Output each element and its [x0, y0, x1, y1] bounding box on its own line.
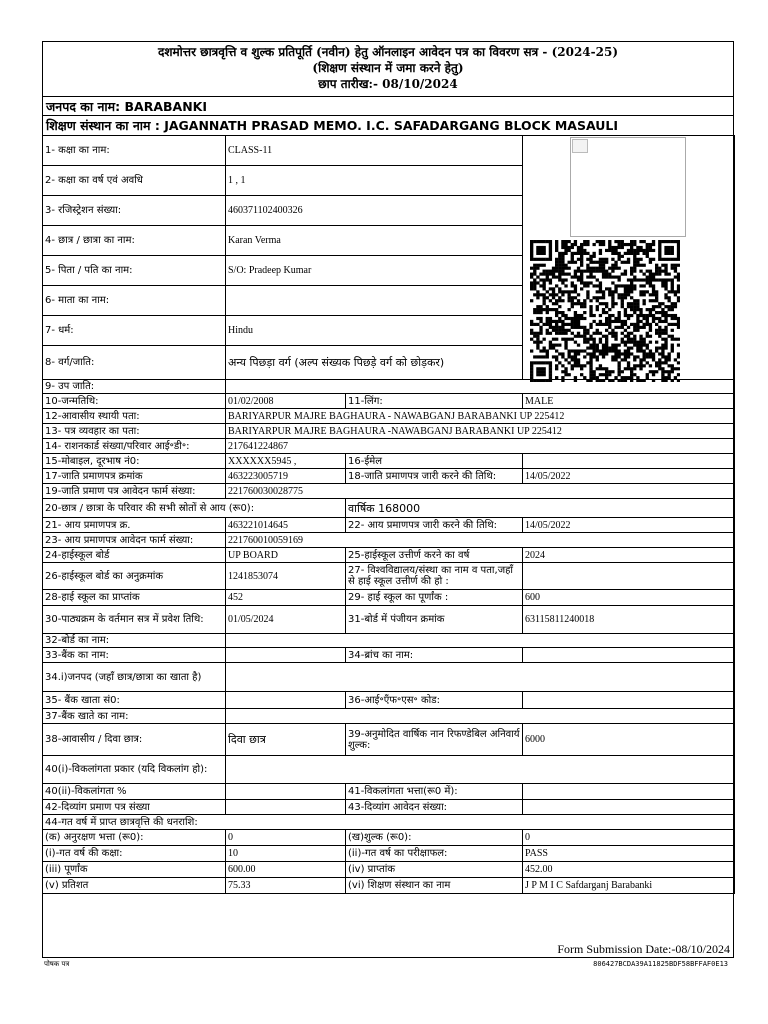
- label-dob: 10-जन्मतिथि:: [43, 394, 226, 409]
- label-hs-board: 24-हाईस्कूल बोर्ड: [43, 548, 226, 563]
- label-fee: (ख)शुल्क (रू0):: [346, 830, 523, 846]
- label-student-name: 4- छात्र / छात्रा का नाम:: [43, 226, 226, 256]
- district-name: जनपद का नाम: BARABANKI: [46, 99, 207, 114]
- label-account-holder: 37-बैंक खाते का नाम:: [43, 709, 226, 724]
- value-hs-max-marks: 600: [523, 590, 735, 606]
- label-family-income: 20-छात्र / छात्रा के परिवार की सभी स्रोतों से आय (रू0):: [43, 499, 346, 518]
- label-max-marks: (iii) पूर्णांक: [43, 862, 226, 878]
- label-mobile: 15-मोबाइल, दूरभाष नं0:: [43, 454, 226, 469]
- label-caste-form-no: 19-जाति प्रमाण पत्र आवेदन फार्म संख्या:: [43, 484, 226, 499]
- value-fee: 0: [523, 830, 735, 846]
- label-income-cert-no: 21- आय प्रमाणपत्र क्र.: [43, 518, 226, 533]
- value-student-name: Karan Verma: [226, 226, 523, 256]
- value-disability-type: [226, 756, 735, 784]
- value-bank-name: [226, 648, 346, 663]
- label-branch-name: 34-ब्रांच का नाम:: [346, 648, 523, 663]
- label-previous-result: (ii)-गत वर्ष का परीक्षाफल:: [346, 846, 523, 862]
- value-account-holder: [226, 709, 735, 724]
- form-submission-date: Form Submission Date:-08/10/2024: [557, 942, 730, 956]
- value-institution-name: J P M I C Safdarganj Barabanki: [523, 878, 735, 894]
- value-percentage: 75.33: [226, 878, 346, 894]
- label-percentage: (v) प्रतिशत: [43, 878, 226, 894]
- broken-image-icon: [572, 139, 588, 153]
- label-class-year: 2- कक्षा का वर्ष एवं अवधि: [43, 166, 226, 196]
- label-hs-max-marks: 29- हाई स्कूल का पूर्णांक :: [346, 590, 523, 606]
- label-gender: 11-लिंग:: [346, 394, 523, 409]
- value-nonrefundable-fee: 6000: [523, 724, 735, 756]
- label-account-district: 34.i)जनपद (जहाँ छात्र/छात्रा का खाता है): [43, 663, 226, 692]
- value-mother-name: [226, 286, 523, 316]
- value-previous-result: PASS: [523, 846, 735, 862]
- value-category: अन्य पिछड़ा वर्ग (अल्प संख्यक पिछड़े वर्ग को छोड़कर): [226, 346, 523, 380]
- value-dob: 01/02/2008: [226, 394, 346, 409]
- label-hs-marks-obtained: 28-हाई स्कूल का प्राप्तांक: [43, 590, 226, 606]
- label-caste-cert-no: 17-जाति प्रमाणपत्र क्रमांक: [43, 469, 226, 484]
- value-email: [523, 454, 735, 469]
- label-account-no: 35- बैंक खाता सं0:: [43, 692, 226, 709]
- value-account-no: [226, 692, 346, 709]
- label-ration-card: 14- राशनकार्ड संख्या/परिवार आई॰डी॰:: [43, 439, 226, 454]
- value-ration-card: 217641224867: [226, 439, 735, 454]
- label-sub-caste: 9- उप जाति:: [43, 380, 226, 394]
- label-disability-type: 40(i)-विकलांगता प्रकार (यदि विकलांग हो):: [43, 756, 226, 784]
- value-family-income: वार्षिक 168000: [346, 499, 735, 518]
- label-resident-type: 38-आवासीय / दिवा छात्र:: [43, 724, 226, 756]
- label-admission-date: 30-पाठ्यक्रम के वर्तमान सत्र में प्रवेश तिथि:: [43, 606, 226, 634]
- value-maintenance-allowance: 0: [226, 830, 346, 846]
- print-date: छाप तारीख:- 08/10/2024: [318, 77, 458, 91]
- value-marks-obtained: 452.00: [523, 862, 735, 878]
- label-hs-roll-no: 26-हाईस्कूल बोर्ड का अनुक्रमांक: [43, 563, 226, 590]
- value-income-cert-no: 463221014645: [226, 518, 346, 533]
- label-ifsc: 36-आई॰एँफ॰एस॰ कोड:: [346, 692, 523, 709]
- label-previous-class: (i)-गत वर्ष की कक्षा:: [43, 846, 226, 862]
- label-registration: 3- रजिस्ट्रेशन संख्या:: [43, 196, 226, 226]
- label-hs-institution: 27- विश्वविद्यालय/संस्था का नाम व पता,जहाँ से हाई स्कूल उत्तीर्ण की हो :: [346, 563, 523, 590]
- label-hs-pass-year: 25-हाईस्कूल उत्तीर्ण करने का वर्ष: [346, 548, 523, 563]
- label-disability-cert-no: 42-दिव्यांग प्रमाण पत्र संख्या: [43, 800, 226, 815]
- value-hs-board: UP BOARD: [226, 548, 346, 563]
- label-marks-obtained: (iv) प्राप्तांक: [346, 862, 523, 878]
- footer-code: 806427BCDA39A11825BDF58BFFAF0E13: [593, 960, 728, 968]
- label-disability-percent: 40(ii)-विकलांगता %: [43, 784, 226, 800]
- qr-code: [530, 240, 680, 382]
- value-branch-name: [523, 648, 735, 663]
- label-previous-scholarship: 44-गत वर्ष में प्राप्त छात्रवृत्ति की धनराशि:: [43, 815, 735, 830]
- value-class-year: 1 , 1: [226, 166, 523, 196]
- value-caste-form-no: 221760030028775: [226, 484, 735, 499]
- value-previous-class: 10: [226, 846, 346, 862]
- label-disability-application-no: 43-दिव्यांग आवेदन संख्या:: [346, 800, 523, 815]
- form-title: दशमोत्तर छात्रवृत्ति व शुल्क प्रतिपूर्ति (नवीन) हेतु ऑनलाइन आवेदन पत्र का विवरण सत्र - (2024-25): [157, 45, 619, 59]
- value-board-registration: 63115811240018: [523, 606, 735, 634]
- value-disability-allowance: [523, 784, 735, 800]
- label-category: 8- वर्ग/जाति:: [43, 346, 226, 380]
- value-ifsc: [523, 692, 735, 709]
- label-caste-cert-date: 18-जाति प्रमाणपत्र जारी करने की तिथि:: [346, 469, 523, 484]
- student-photo: [570, 137, 686, 237]
- label-religion: 7- धर्म:: [43, 316, 226, 346]
- label-income-cert-date: 22- आय प्रमाणपत्र जारी करने की तिथि:: [346, 518, 523, 533]
- value-max-marks: 600.00: [226, 862, 346, 878]
- value-correspondence-address: BARIYARPUR MAJRE BAGHAURA -NAWABGANJ BARABANKI UP 225412: [226, 424, 735, 439]
- label-disability-allowance: 41-विकलांगता भत्ता(रू0 में):: [346, 784, 523, 800]
- value-board-name: [226, 634, 735, 648]
- value-income-form-no: 221760010059169: [226, 533, 735, 548]
- footer-note: पोषक पत्र: [44, 960, 70, 968]
- value-class: CLASS-11: [226, 136, 523, 166]
- label-maintenance-allowance: (क) अनुरक्षण भत्ता (रू0):: [43, 830, 226, 846]
- label-nonrefundable-fee: 39-अनुमोदित वार्षिक नान रिफण्डेबिल अनिवार्य शुल्क:: [346, 724, 523, 756]
- value-hs-pass-year: 2024: [523, 548, 735, 563]
- form-subtitle: (शिक्षण संस्थान में जमा करने हेतु): [312, 61, 464, 75]
- label-class: 1- कक्षा का नाम:: [43, 136, 226, 166]
- label-correspondence-address: 13- पत्र व्यवहार का पता:: [43, 424, 226, 439]
- value-admission-date: 01/05/2024: [226, 606, 346, 634]
- label-father-name: 5- पिता / पति का नाम:: [43, 256, 226, 286]
- label-permanent-address: 12-आवासीय स्थायी पता:: [43, 409, 226, 424]
- value-hs-marks-obtained: 452: [226, 590, 346, 606]
- value-mobile: XXXXXX5945 ,: [226, 454, 346, 469]
- institution-name: शिक्षण संस्थान का नाम : JAGANNATH PRASAD MEMO. I.C. SAFADARGANG BLOCK MASAULI: [46, 118, 619, 133]
- label-bank-name: 33-बैंक का नाम:: [43, 648, 226, 663]
- value-disability-percent: [226, 784, 346, 800]
- value-income-cert-date: 14/05/2022: [523, 518, 735, 533]
- label-board-registration: 31-बोर्ड में पंजीयन क्रमांक: [346, 606, 523, 634]
- value-father-name: S/O: Pradeep Kumar: [226, 256, 523, 286]
- value-resident-type: दिवा छात्र: [226, 724, 346, 756]
- value-disability-cert-no: [226, 800, 346, 815]
- value-disability-application-no: [523, 800, 735, 815]
- label-institution-name: (vi) शिक्षण संस्थान का नाम: [346, 878, 523, 894]
- form-header: [42, 41, 734, 97]
- value-permanent-address: BARIYARPUR MAJRE BAGHAURA - NAWABGANJ BARABANKI UP 225412: [226, 409, 735, 424]
- value-caste-cert-no: 463223005719: [226, 469, 346, 484]
- label-board-name: 32-बोर्ड का नाम:: [43, 634, 226, 648]
- label-mother-name: 6- माता का नाम:: [43, 286, 226, 316]
- value-hs-institution: [523, 563, 735, 590]
- label-email: 16-ईमेल: [346, 454, 523, 469]
- value-account-district: [226, 663, 735, 692]
- value-religion: Hindu: [226, 316, 523, 346]
- value-hs-roll-no: 1241853074: [226, 563, 346, 590]
- value-gender: MALE: [523, 394, 735, 409]
- value-registration: 460371102400326: [226, 196, 523, 226]
- value-caste-cert-date: 14/05/2022: [523, 469, 735, 484]
- label-income-form-no: 23- आय प्रमाणपत्र आवेदन फार्म संख्या:: [43, 533, 226, 548]
